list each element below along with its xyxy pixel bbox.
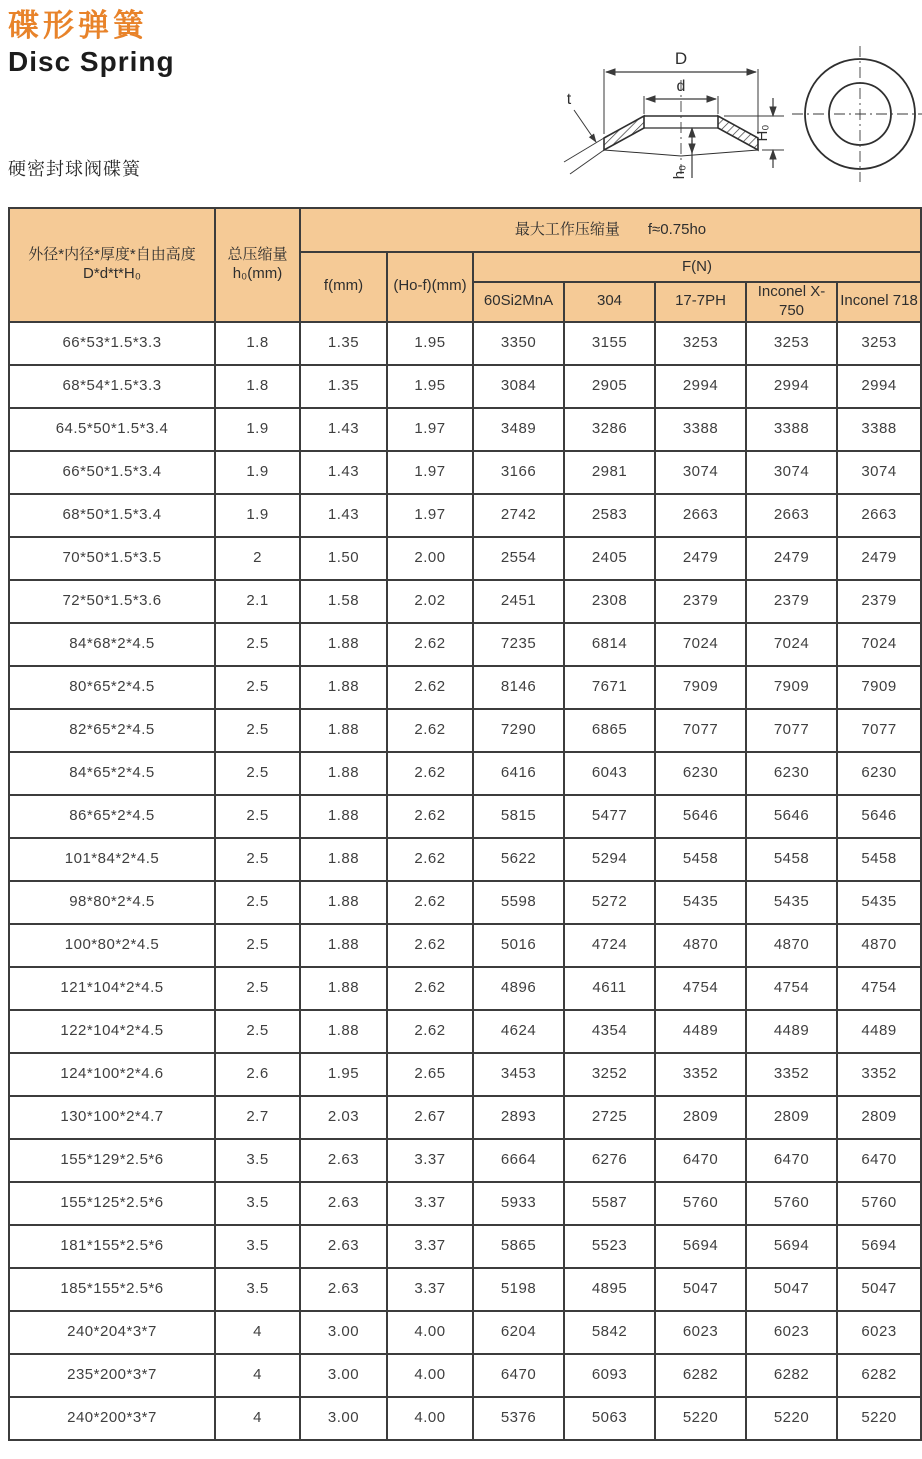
value-cell: 1.88: [300, 795, 387, 838]
value-cell: 7077: [746, 709, 837, 752]
value-cell: 5587: [564, 1182, 655, 1225]
value-cell: 2809: [746, 1096, 837, 1139]
value-cell: 2.5: [215, 752, 300, 795]
spec-cell: 122*104*2*4.5: [9, 1010, 215, 1053]
value-cell: 5933: [473, 1182, 564, 1225]
table-row: [9, 1354, 921, 1397]
spec-cell: 124*100*2*4.6: [9, 1053, 215, 1096]
value-cell: 1.97: [387, 494, 473, 537]
value-cell: 3074: [746, 451, 837, 494]
value-cell: 1.8: [215, 322, 300, 365]
value-cell: 2.5: [215, 795, 300, 838]
value-cell: 2742: [473, 494, 564, 537]
value-cell: 2554: [473, 537, 564, 580]
value-cell: 2809: [837, 1096, 921, 1139]
value-cell: 1.9: [215, 494, 300, 537]
value-cell: 5458: [655, 838, 746, 881]
spec-cell: 240*204*3*7: [9, 1311, 215, 1354]
value-cell: 2994: [746, 365, 837, 408]
value-cell: 2.5: [215, 924, 300, 967]
header-max-working-compression: [300, 208, 921, 252]
spec-cell: 72*50*1.5*3.6: [9, 580, 215, 623]
value-cell: 3253: [837, 322, 921, 365]
value-cell: 5694: [655, 1225, 746, 1268]
value-cell: 2.62: [387, 666, 473, 709]
value-cell: 1.88: [300, 967, 387, 1010]
value-cell: 5272: [564, 881, 655, 924]
spec-cell: 101*84*2*4.5: [9, 838, 215, 881]
value-cell: 4870: [837, 924, 921, 967]
value-cell: 2.62: [387, 795, 473, 838]
value-cell: 1.43: [300, 494, 387, 537]
spec-cell: 121*104*2*4.5: [9, 967, 215, 1010]
value-cell: 1.97: [387, 408, 473, 451]
disc-spring-spec-table: [8, 207, 922, 1441]
value-cell: 1.43: [300, 451, 387, 494]
value-cell: 2.5: [215, 881, 300, 924]
value-cell: 4611: [564, 967, 655, 1010]
value-cell: 2.7: [215, 1096, 300, 1139]
value-cell: 1.95: [387, 322, 473, 365]
value-cell: 6470: [655, 1139, 746, 1182]
value-cell: 7077: [837, 709, 921, 752]
spec-cell: 181*155*2.5*6: [9, 1225, 215, 1268]
value-cell: 2663: [655, 494, 746, 537]
header-total-compression: [215, 208, 300, 322]
value-cell: 6865: [564, 709, 655, 752]
value-cell: 3388: [837, 408, 921, 451]
value-cell: 4870: [746, 924, 837, 967]
value-cell: 2.62: [387, 1010, 473, 1053]
value-cell: 4489: [746, 1010, 837, 1053]
value-cell: 5016: [473, 924, 564, 967]
table-row: [9, 1311, 921, 1354]
value-cell: 1.35: [300, 365, 387, 408]
value-cell: 4754: [837, 967, 921, 1010]
table-row: [9, 795, 921, 838]
value-cell: 1.97: [387, 451, 473, 494]
dimension-label-t: t: [566, 91, 572, 108]
value-cell: 5694: [837, 1225, 921, 1268]
value-cell: 5760: [655, 1182, 746, 1225]
dimension-label-D: D: [674, 49, 688, 68]
spec-cell: 70*50*1.5*3.5: [9, 537, 215, 580]
disc-spring-technical-drawing: [540, 22, 922, 200]
value-cell: 4489: [655, 1010, 746, 1053]
table-row: [9, 1010, 921, 1053]
value-cell: 4754: [746, 967, 837, 1010]
value-cell: 6814: [564, 623, 655, 666]
value-cell: 3.37: [387, 1225, 473, 1268]
value-cell: 2479: [746, 537, 837, 580]
value-cell: 5220: [655, 1397, 746, 1440]
header-material-304: 304: [564, 282, 655, 322]
value-cell: 6093: [564, 1354, 655, 1397]
value-cell: 2663: [837, 494, 921, 537]
value-cell: 6416: [473, 752, 564, 795]
value-cell: 3352: [746, 1053, 837, 1096]
value-cell: 5523: [564, 1225, 655, 1268]
value-cell: 2893: [473, 1096, 564, 1139]
table-row: [9, 709, 921, 752]
value-cell: 3.00: [300, 1311, 387, 1354]
value-cell: 2379: [837, 580, 921, 623]
table-row: [9, 838, 921, 881]
value-cell: 5477: [564, 795, 655, 838]
spec-cell: 84*68*2*4.5: [9, 623, 215, 666]
max-compression-formula: f≈0.75ho: [647, 220, 707, 238]
table-row: [9, 1139, 921, 1182]
value-cell: 5220: [746, 1397, 837, 1440]
value-cell: 3.00: [300, 1354, 387, 1397]
value-cell: 3252: [564, 1053, 655, 1096]
value-cell: 1.88: [300, 1010, 387, 1053]
spec-cell: 98*80*2*4.5: [9, 881, 215, 924]
value-cell: 3489: [473, 408, 564, 451]
value-cell: 5435: [655, 881, 746, 924]
table-row: [9, 924, 921, 967]
dimension-label-H0: H₀: [754, 124, 771, 142]
value-cell: 1.95: [387, 365, 473, 408]
spec-cell: 84*65*2*4.5: [9, 752, 215, 795]
value-cell: 4754: [655, 967, 746, 1010]
value-cell: 4624: [473, 1010, 564, 1053]
value-cell: 2.62: [387, 623, 473, 666]
table-row: [9, 451, 921, 494]
table-row: [9, 408, 921, 451]
value-cell: 5842: [564, 1311, 655, 1354]
value-cell: 3453: [473, 1053, 564, 1096]
value-cell: 2.63: [300, 1139, 387, 1182]
value-cell: 2308: [564, 580, 655, 623]
table-row: [9, 1182, 921, 1225]
value-cell: 2.62: [387, 709, 473, 752]
value-cell: 2405: [564, 537, 655, 580]
value-cell: 1.88: [300, 709, 387, 752]
value-cell: 2.5: [215, 666, 300, 709]
value-cell: 5760: [837, 1182, 921, 1225]
value-cell: 3253: [655, 322, 746, 365]
header-spec-line1: 外径*内径*厚度*自由高度: [28, 246, 196, 263]
header-ho-minus-f: (Ho-f)(mm): [387, 252, 473, 322]
value-cell: 2663: [746, 494, 837, 537]
value-cell: 5063: [564, 1397, 655, 1440]
page-title-chinese: 碟形弹簧: [8, 8, 148, 43]
header-material-60si2mna: 60Si2MnA: [473, 282, 564, 322]
value-cell: 2994: [655, 365, 746, 408]
table-row: [9, 580, 921, 623]
value-cell: 1.88: [300, 838, 387, 881]
value-cell: 5646: [837, 795, 921, 838]
value-cell: 4724: [564, 924, 655, 967]
value-cell: 4895: [564, 1268, 655, 1311]
table-row: [9, 494, 921, 537]
value-cell: 2.5: [215, 709, 300, 752]
max-compression-label: 最大工作压缩量: [514, 220, 620, 238]
value-cell: 5694: [746, 1225, 837, 1268]
dimension-label-d: d: [676, 78, 686, 95]
value-cell: 3.5: [215, 1268, 300, 1311]
header-spec-line2: D*d*t*H₀: [83, 264, 141, 282]
spec-cell: 130*100*2*4.7: [9, 1096, 215, 1139]
value-cell: 2994: [837, 365, 921, 408]
value-cell: 3350: [473, 322, 564, 365]
value-cell: 2.5: [215, 1010, 300, 1053]
table-row: [9, 623, 921, 666]
value-cell: 4.00: [387, 1397, 473, 1440]
value-cell: 7235: [473, 623, 564, 666]
value-cell: 1.88: [300, 881, 387, 924]
value-cell: 1.35: [300, 322, 387, 365]
value-cell: 1.8: [215, 365, 300, 408]
value-cell: 5198: [473, 1268, 564, 1311]
header-material-inconel-718: Inconel 718: [837, 282, 921, 322]
value-cell: 3.00: [300, 1397, 387, 1440]
value-cell: 2.62: [387, 924, 473, 967]
spec-cell: 66*53*1.5*3.3: [9, 322, 215, 365]
spec-cell: 68*50*1.5*3.4: [9, 494, 215, 537]
value-cell: 3.37: [387, 1139, 473, 1182]
value-cell: 5646: [746, 795, 837, 838]
value-cell: 4896: [473, 967, 564, 1010]
value-cell: 3.5: [215, 1139, 300, 1182]
value-cell: 2.03: [300, 1096, 387, 1139]
value-cell: 2.63: [300, 1182, 387, 1225]
spec-cell: 86*65*2*4.5: [9, 795, 215, 838]
table-row: [9, 322, 921, 365]
value-cell: 5865: [473, 1225, 564, 1268]
value-cell: 2479: [655, 537, 746, 580]
value-cell: 7671: [564, 666, 655, 709]
value-cell: 7909: [655, 666, 746, 709]
value-cell: 4.00: [387, 1354, 473, 1397]
value-cell: 2809: [655, 1096, 746, 1139]
value-cell: 1.58: [300, 580, 387, 623]
value-cell: 5047: [746, 1268, 837, 1311]
value-cell: 2.5: [215, 967, 300, 1010]
value-cell: 6276: [564, 1139, 655, 1182]
spec-cell: 155*129*2.5*6: [9, 1139, 215, 1182]
value-cell: 3155: [564, 322, 655, 365]
table-row: [9, 1096, 921, 1139]
table-row: [9, 1268, 921, 1311]
value-cell: 2905: [564, 365, 655, 408]
value-cell: 3352: [837, 1053, 921, 1096]
disc-spring-diagram: [540, 22, 922, 200]
value-cell: 3388: [655, 408, 746, 451]
value-cell: 2.5: [215, 838, 300, 881]
value-cell: 1.88: [300, 666, 387, 709]
spec-cell: 100*80*2*4.5: [9, 924, 215, 967]
value-cell: 7077: [655, 709, 746, 752]
value-cell: 1.9: [215, 408, 300, 451]
spec-cell: 66*50*1.5*3.4: [9, 451, 215, 494]
value-cell: 4: [215, 1354, 300, 1397]
value-cell: 1.88: [300, 623, 387, 666]
value-cell: 3.37: [387, 1182, 473, 1225]
spec-cell: 64.5*50*1.5*3.4: [9, 408, 215, 451]
value-cell: 3.5: [215, 1225, 300, 1268]
value-cell: 5622: [473, 838, 564, 881]
value-cell: 4.00: [387, 1311, 473, 1354]
spec-table-body: [9, 322, 921, 1440]
page-title-english: Disc Spring: [8, 46, 175, 77]
value-cell: 2.62: [387, 967, 473, 1010]
value-cell: 6023: [746, 1311, 837, 1354]
value-cell: 2.63: [300, 1225, 387, 1268]
value-cell: 2379: [746, 580, 837, 623]
value-cell: 2.62: [387, 752, 473, 795]
header-spec-column: [9, 208, 215, 322]
value-cell: 6230: [837, 752, 921, 795]
value-cell: 3166: [473, 451, 564, 494]
value-cell: 6043: [564, 752, 655, 795]
table-row: [9, 967, 921, 1010]
value-cell: 3352: [655, 1053, 746, 1096]
value-cell: 5760: [746, 1182, 837, 1225]
value-cell: 2.65: [387, 1053, 473, 1096]
spec-cell: 82*65*2*4.5: [9, 709, 215, 752]
value-cell: 5815: [473, 795, 564, 838]
value-cell: 2.6: [215, 1053, 300, 1096]
spec-cell: 240*200*3*7: [9, 1397, 215, 1440]
value-cell: 2.62: [387, 881, 473, 924]
section-label: 硬密封球阀碟簧: [8, 159, 141, 179]
value-cell: 6282: [837, 1354, 921, 1397]
value-cell: 7909: [746, 666, 837, 709]
value-cell: 2451: [473, 580, 564, 623]
value-cell: 6230: [655, 752, 746, 795]
spec-cell: 68*54*1.5*3.3: [9, 365, 215, 408]
value-cell: 3388: [746, 408, 837, 451]
value-cell: 7290: [473, 709, 564, 752]
value-cell: 5598: [473, 881, 564, 924]
value-cell: 5220: [837, 1397, 921, 1440]
header-f: f(mm): [300, 252, 387, 322]
dimension-label-h0: h₀: [671, 164, 688, 180]
value-cell: 6282: [746, 1354, 837, 1397]
spec-cell: 80*65*2*4.5: [9, 666, 215, 709]
value-cell: 5646: [655, 795, 746, 838]
header-force: F(N): [473, 252, 921, 282]
value-cell: 2.63: [300, 1268, 387, 1311]
value-cell: 5458: [837, 838, 921, 881]
value-cell: 2.5: [215, 623, 300, 666]
table-row: [9, 1225, 921, 1268]
value-cell: 3286: [564, 408, 655, 451]
value-cell: 3084: [473, 365, 564, 408]
table-row: [9, 881, 921, 924]
value-cell: 6470: [473, 1354, 564, 1397]
header-material-17-7ph: 17-7PH: [655, 282, 746, 322]
value-cell: 6664: [473, 1139, 564, 1182]
value-cell: 5376: [473, 1397, 564, 1440]
value-cell: 5047: [655, 1268, 746, 1311]
value-cell: 5435: [837, 881, 921, 924]
value-cell: 6230: [746, 752, 837, 795]
value-cell: 5435: [746, 881, 837, 924]
value-cell: 2.02: [387, 580, 473, 623]
value-cell: 7024: [655, 623, 746, 666]
value-cell: 2: [215, 537, 300, 580]
value-cell: 1.50: [300, 537, 387, 580]
header-h0-line2: h₀(mm): [232, 264, 283, 282]
value-cell: 5047: [837, 1268, 921, 1311]
value-cell: 2479: [837, 537, 921, 580]
value-cell: 4489: [837, 1010, 921, 1053]
value-cell: 2379: [655, 580, 746, 623]
value-cell: 2.62: [387, 838, 473, 881]
value-cell: 2981: [564, 451, 655, 494]
value-cell: 8146: [473, 666, 564, 709]
table-row: [9, 537, 921, 580]
value-cell: 4354: [564, 1010, 655, 1053]
value-cell: 4: [215, 1311, 300, 1354]
value-cell: 3074: [655, 451, 746, 494]
value-cell: 2725: [564, 1096, 655, 1139]
table-row: [9, 365, 921, 408]
table-row: [9, 1053, 921, 1096]
header-material-inconel-x750: Inconel X-750: [746, 282, 837, 322]
value-cell: 6023: [837, 1311, 921, 1354]
value-cell: 2583: [564, 494, 655, 537]
table-row: [9, 752, 921, 795]
value-cell: 3253: [746, 322, 837, 365]
value-cell: 2.00: [387, 537, 473, 580]
value-cell: 7024: [837, 623, 921, 666]
table-row: [9, 1397, 921, 1440]
value-cell: 1.88: [300, 752, 387, 795]
value-cell: 6282: [655, 1354, 746, 1397]
spec-cell: 155*125*2.5*6: [9, 1182, 215, 1225]
value-cell: 1.88: [300, 924, 387, 967]
spec-cell: 235*200*3*7: [9, 1354, 215, 1397]
value-cell: 5458: [746, 838, 837, 881]
value-cell: 6470: [746, 1139, 837, 1182]
value-cell: 6470: [837, 1139, 921, 1182]
value-cell: 7909: [837, 666, 921, 709]
value-cell: 2.67: [387, 1096, 473, 1139]
value-cell: 4: [215, 1397, 300, 1440]
value-cell: 1.95: [300, 1053, 387, 1096]
spec-cell: 185*155*2.5*6: [9, 1268, 215, 1311]
value-cell: 3.37: [387, 1268, 473, 1311]
header-h0-line1: 总压缩量: [227, 246, 288, 263]
value-cell: 1.43: [300, 408, 387, 451]
value-cell: 6204: [473, 1311, 564, 1354]
value-cell: 1.9: [215, 451, 300, 494]
value-cell: 7024: [746, 623, 837, 666]
value-cell: 3.5: [215, 1182, 300, 1225]
value-cell: 4870: [655, 924, 746, 967]
value-cell: 5294: [564, 838, 655, 881]
value-cell: 2.1: [215, 580, 300, 623]
value-cell: 6023: [655, 1311, 746, 1354]
table-row: [9, 666, 921, 709]
value-cell: 3074: [837, 451, 921, 494]
